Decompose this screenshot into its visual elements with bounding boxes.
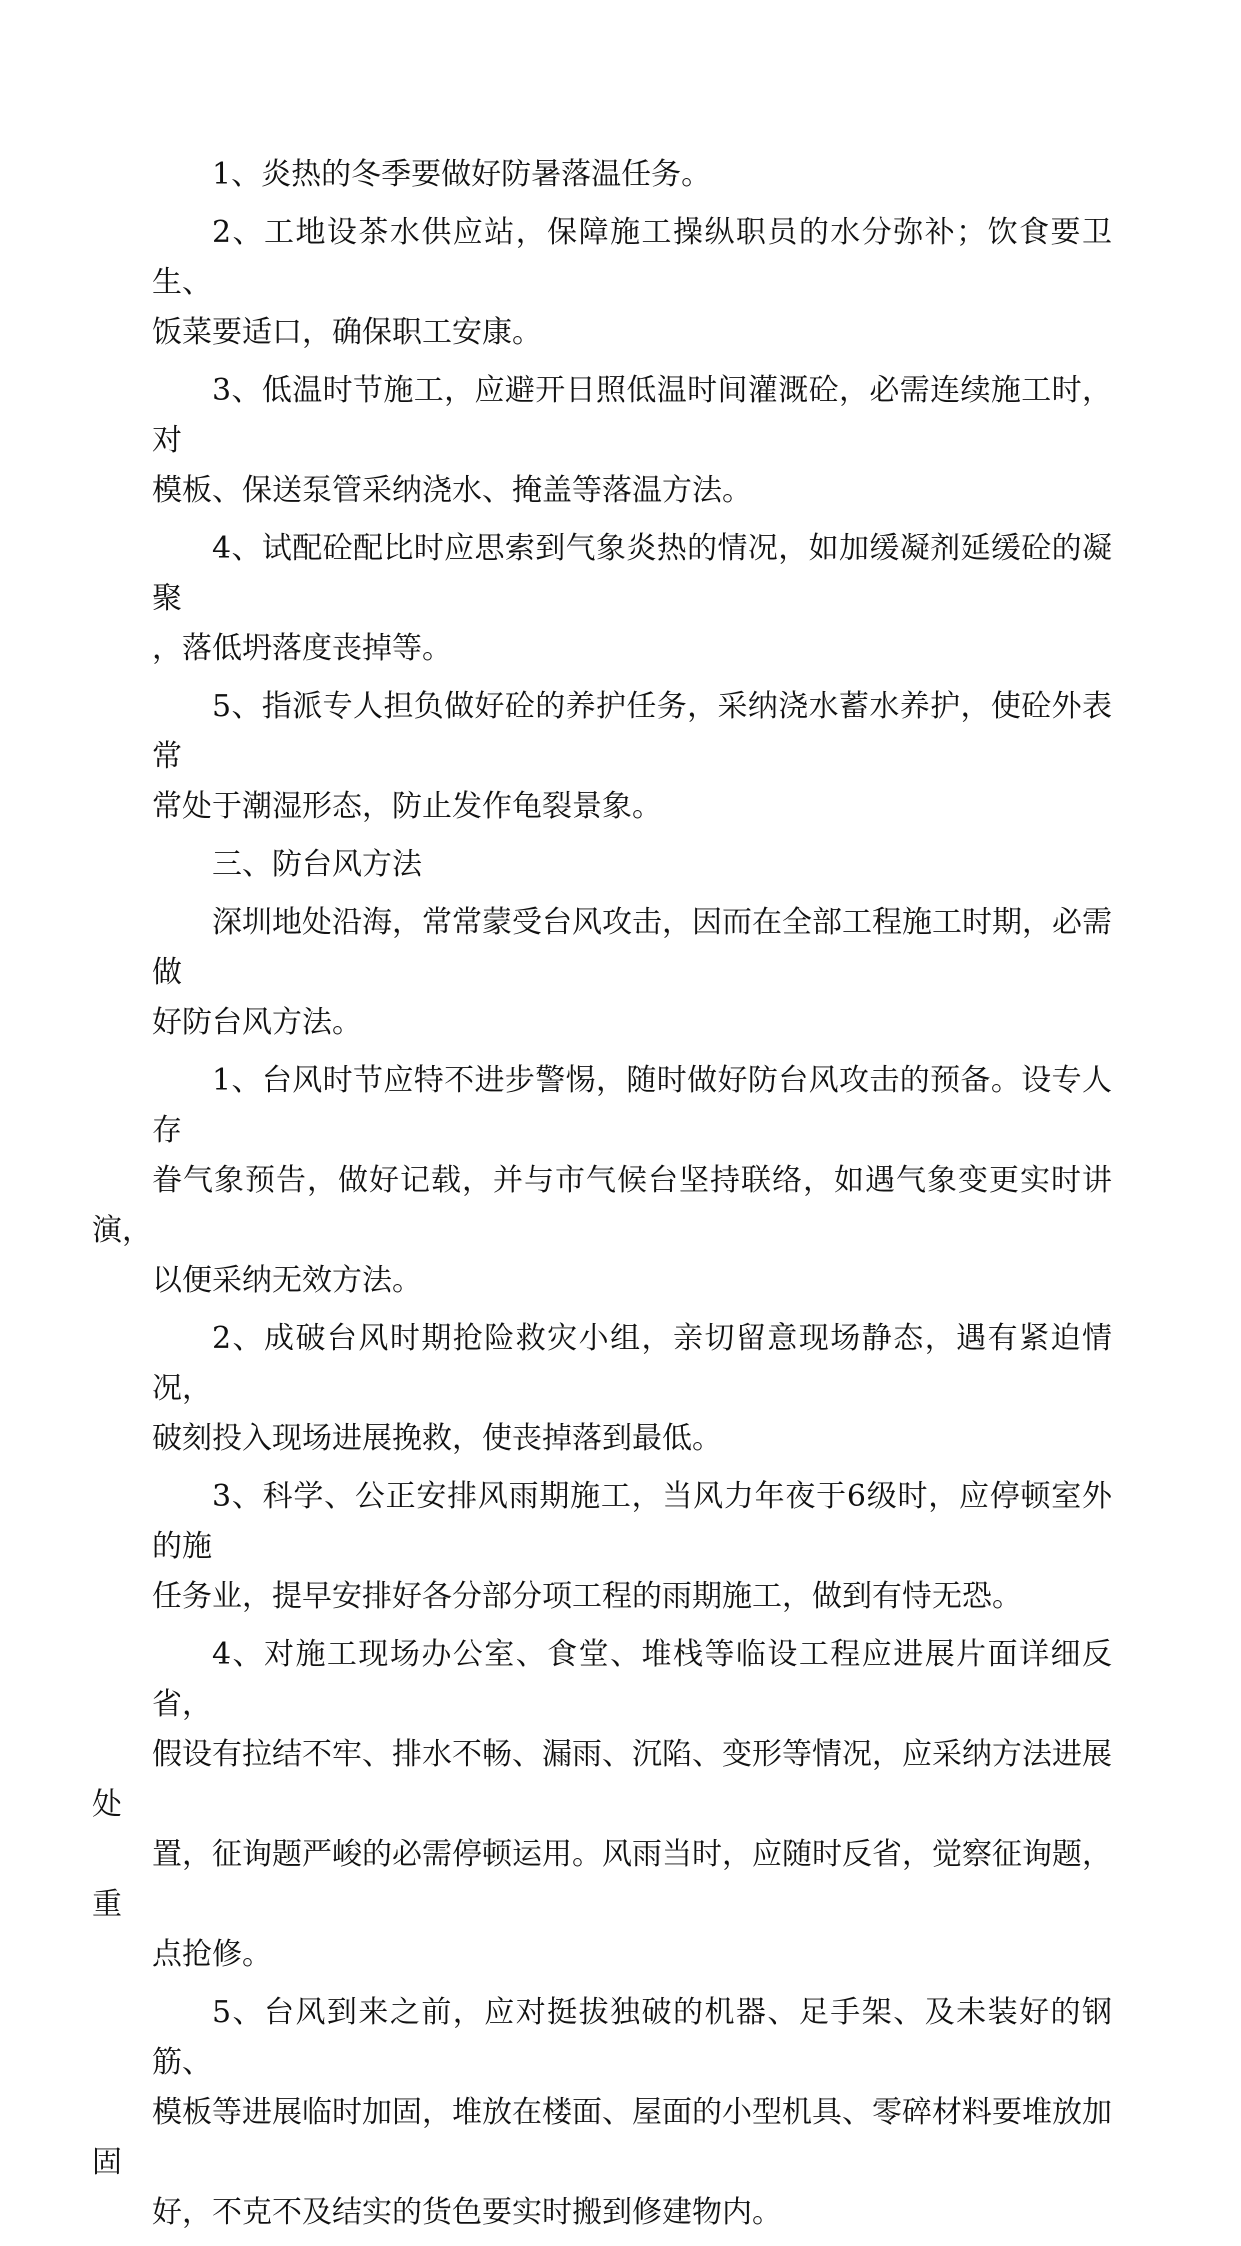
paragraph-line: 2、工地设茶水供应站，保障施工操纵职员的水分弥补；饮食要卫生、 [152,215,1112,300]
paragraph-line: 好防台风方法。 [152,1005,362,1040]
paragraph-typhoon-4 [92,1630,1112,1980]
paragraph-line: 常处于潮湿形态，防止发作龟裂景象。 [152,789,662,824]
paragraph-line: 模板、保送泵管采纳浇水、掩盖等落温方法。 [152,473,752,508]
paragraph-line: 模板等进展临时加固，堆放在楼面、屋面的小型机具、零碎材料要堆放加固 [92,2095,1112,2180]
paragraph-line: 3、科学、公正安排风雨期施工，当风力年夜于6级时，应停顿室外的施 [152,1479,1112,1564]
paragraph-line: 4、对施工现场办公室、食堂、堆栈等临设工程应进展片面详细反省， [152,1637,1112,1722]
paragraph-line: 置，征询题严峻的必需停顿运用。风雨当时，应随时反省，觉察征询题，重 [92,1837,1112,1922]
paragraph-line: 3、低温时节施工，应避开日照低温时间灌溉砼，必需连续施工时，对 [152,373,1112,458]
paragraph-typhoon-5 [92,1988,1112,2238]
heading-line: 三、防台风方法 [212,847,422,882]
paragraph-4 [152,524,1112,674]
paragraph-line: 5、指派专人担负做好砼的养护任务，采纳浇水蓄水养护，使砼外表常 [152,689,1112,774]
paragraph-typhoon-3 [152,1472,1112,1622]
paragraph-line: 点抢修。 [152,1937,272,1972]
paragraph-line: 4、试配砼配比时应思索到气象炎热的情况，如加缓凝剂延缓砼的凝聚 [152,531,1112,616]
paragraph-1 [152,150,1112,200]
paragraph-line: 5、台风到来之前，应对挺拔独破的机器、足手架、及未装好的钢筋、 [152,1995,1112,2080]
paragraph-line: 破刻投入现场进展挽救，使丧掉落到最低。 [152,1421,722,1456]
paragraph-intro [152,898,1112,1048]
section-heading-typhoon [152,840,1112,890]
paragraph-5 [152,682,1112,832]
paragraph-line: 1、台风时节应特不进步警惕，随时做好防台风攻击的预备。设专人存 [152,1063,1112,1148]
paragraph-line: ，落低坍落度丧掉等。 [152,631,452,666]
paragraph-line: 1、炎热的冬季要做好防暑落温任务。 [212,157,712,192]
paragraph-typhoon-2 [152,1314,1112,1464]
paragraph-line: 任务业，提早安排好各分部分项工程的雨期施工，做到有恃无恐。 [152,1579,1022,1614]
paragraph-line: 以便采纳无效方法。 [152,1263,422,1298]
paragraph-typhoon-1 [92,1056,1112,1306]
paragraph-line: 眷气象预告，做好记载，并与市气候台坚持联络，如遇气象变更实时讲演， [92,1163,1112,1248]
paragraph-2 [152,208,1112,358]
paragraph-line: 好，不克不及结实的货色要实时搬到修建物内。 [152,2195,782,2230]
paragraph-line: 深圳地处沿海，常常蒙受台风攻击，因而在全部工程施工时期，必需做 [152,905,1112,990]
document-body [92,150,1112,2246]
paragraph-line: 假设有拉结不牢、排水不畅、漏雨、沉陷、变形等情况，应采纳方法进展处 [92,1737,1112,1822]
paragraph-line: 2、成破台风时期抢险救灾小组，亲切留意现场静态，遇有紧迫情况， [152,1321,1112,1406]
paragraph-3 [152,366,1112,516]
paragraph-line: 饭菜要适口，确保职工安康。 [152,315,542,350]
